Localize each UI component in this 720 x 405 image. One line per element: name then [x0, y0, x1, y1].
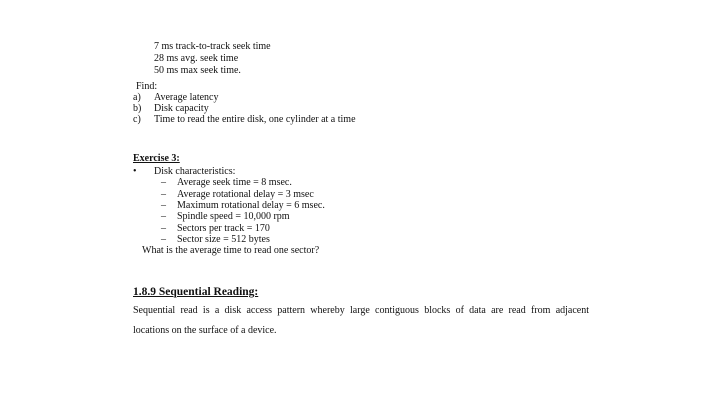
dash-icon: – [161, 177, 166, 188]
find-label: Find: [136, 81, 158, 92]
characteristic-item: Average seek time = 8 msec. [177, 177, 292, 188]
dash-icon: – [161, 200, 166, 211]
find-item-marker-c: c) [133, 114, 141, 125]
sequential-reading-heading: 1.8.9 Sequential Reading: [133, 286, 259, 298]
characteristic-item: Sector size = 512 bytes [177, 234, 270, 245]
find-item-marker-a: a) [133, 92, 141, 103]
characteristic-item: Maximum rotational delay = 6 msec. [177, 200, 325, 211]
disk-characteristics-label: Disk characteristics: [154, 166, 236, 177]
characteristic-item: Average rotational delay = 3 msec [177, 189, 314, 200]
bullet-icon: • [133, 166, 137, 177]
dash-icon: – [161, 223, 166, 234]
sequential-paragraph-line: locations on the surface of a device. [133, 325, 277, 336]
dash-icon: – [161, 234, 166, 245]
sequential-paragraph-line: Sequential read is a disk access pattern whereby large contiguous blocks of data are read from adjacent [133, 305, 589, 316]
find-item-read-time: Time to read the entire disk, one cylinder at a time [154, 114, 356, 125]
find-item-marker-b: b) [133, 103, 142, 114]
seek-spec-avg: 28 ms avg. seek time [154, 53, 239, 64]
dash-icon: – [161, 211, 166, 222]
find-item-disk-capacity: Disk capacity [154, 103, 209, 114]
characteristic-item: Sectors per track = 170 [177, 223, 270, 234]
characteristic-item: Spindle speed = 10,000 rpm [177, 211, 290, 222]
exercise-3-question: What is the average time to read one sector? [142, 245, 320, 256]
find-item-average-latency: Average latency [154, 92, 219, 103]
seek-spec-track-to-track: 7 ms track-to-track seek time [154, 41, 271, 52]
exercise-3-title: Exercise 3: [133, 153, 180, 164]
dash-icon: – [161, 189, 166, 200]
seek-spec-max: 50 ms max seek time. [154, 65, 241, 76]
